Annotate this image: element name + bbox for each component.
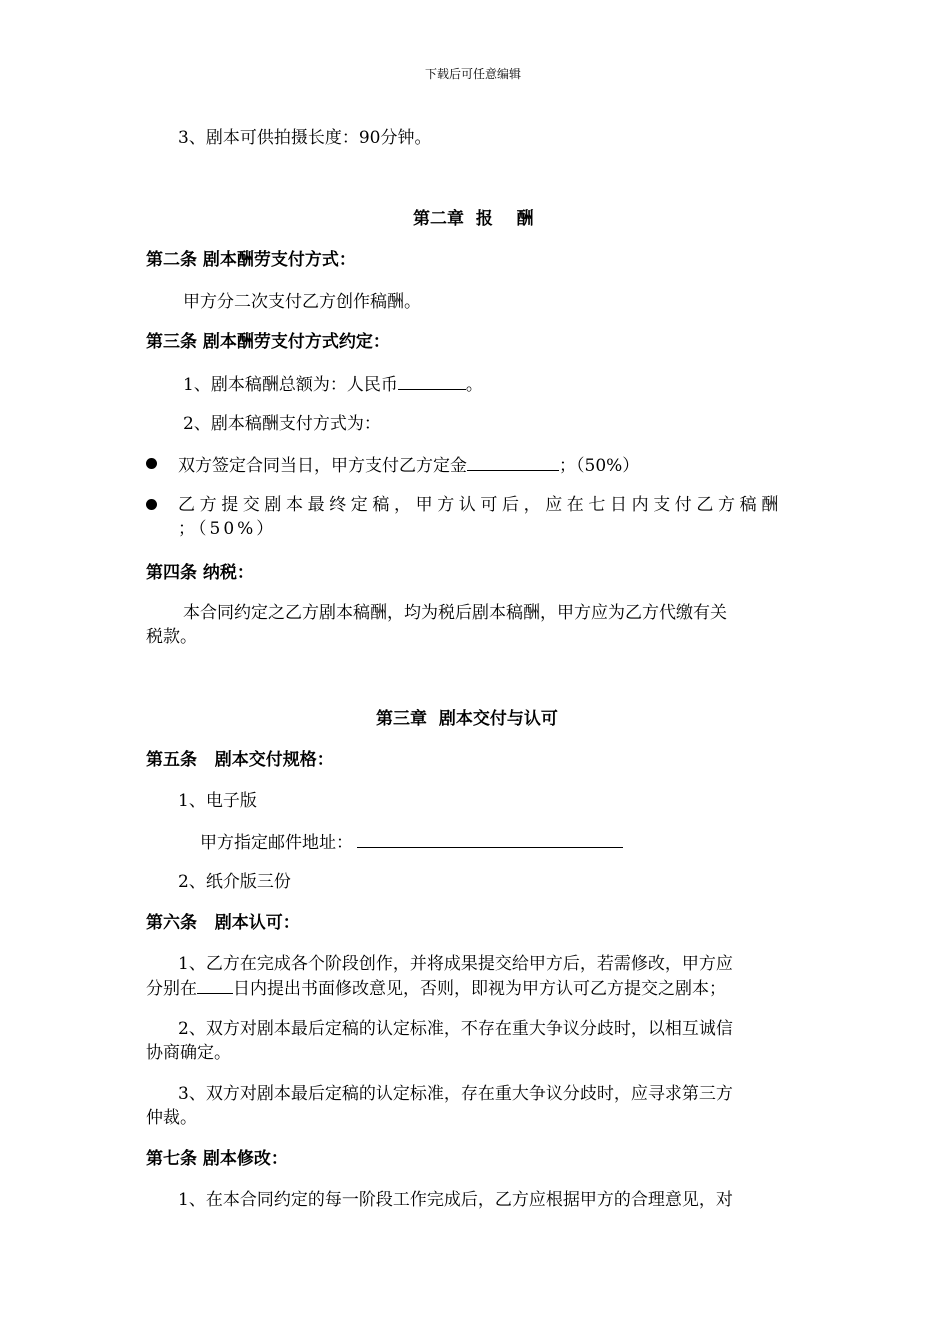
article-4-heading: 第四条 纳税：: [146, 563, 254, 583]
bullet-end: ；（50%）: [559, 456, 640, 476]
bullet-item-1: [178, 454, 639, 477]
article-5-heading: 第五条 剧本交付规格：: [146, 750, 334, 770]
article-3-heading: 第三条 剧本酬劳支付方式约定：: [146, 332, 390, 352]
clause-3-length: 3、剧本可供拍摄长度：90分钟。: [178, 128, 432, 148]
bullet-icon: [146, 458, 157, 469]
article-7-heading: 第七条 剧本修改：: [146, 1149, 288, 1169]
bullet-text: 双方签定合同当日，甲方支付乙方定金: [178, 456, 467, 476]
chapter-2-title: 第二章 报 酬: [413, 209, 534, 229]
bullet-item-2: 乙方提交剧本最终定稿，甲方认可后，应在七日内支付乙方稿酬: [178, 495, 783, 515]
article-5-item-2: 2、纸介版三份: [178, 872, 291, 892]
article-4-text-line-1: 本合同约定之乙方剧本稿酬，均为税后剧本稿酬，甲方应为乙方代缴有关: [183, 603, 727, 623]
article-6-item-1-line-2: [146, 977, 726, 1000]
line-rest: 日内提出书面修改意见，否则，即视为甲方认可乙方提交之剧本；: [233, 979, 726, 999]
days-blank: [197, 977, 233, 994]
item-end: 。: [465, 375, 483, 395]
article-3-item-2: 2、剧本稿酬支付方式为：: [183, 414, 381, 434]
article-6-item-2-line-2: 协商确定。: [146, 1043, 231, 1063]
item-text: 1、剧本稿酬总额为：人民币: [183, 375, 398, 395]
article-7-item-1-line-1: 1、在本合同约定的每一阶段工作完成后，乙方应根据甲方的合理意见，对: [178, 1190, 733, 1210]
email-label: 甲方指定邮件地址：: [200, 833, 353, 853]
article-2-heading: 第二条 剧本酬劳支付方式：: [146, 250, 356, 270]
article-6-item-2-line-1: 2、双方对剧本最后定稿的认定标准，不存在重大争议分歧时，以相互诚信: [178, 1019, 733, 1039]
article-5-item-1: 1、电子版: [178, 791, 257, 811]
article-6-item-3-line-1: 3、双方对剧本最后定稿的认定标准，存在重大争议分歧时，应寻求第三方: [178, 1084, 733, 1104]
amount-blank: [398, 373, 466, 390]
chapter-3-title: 第三章 剧本交付与认可: [376, 709, 558, 729]
article-3-item-1: [183, 373, 483, 396]
article-4-text-line-2: 税款。: [146, 627, 197, 647]
email-blank: [357, 831, 623, 848]
page-header: 下载后可任意编辑: [425, 67, 522, 81]
article-6-heading: 第六条 剧本认可：: [146, 913, 300, 933]
line-start: 分别在: [146, 979, 197, 999]
article-2-text: 甲方分二次支付乙方创作稿酬。: [183, 292, 421, 312]
article-6-item-3-line-2: 仲裁。: [146, 1108, 197, 1128]
bullet-item-2-end: ；（50%）: [178, 519, 277, 539]
article-6-item-1-line-1: 1、乙方在完成各个阶段创作，并将成果提交给甲方后，若需修改，甲方应: [178, 954, 733, 974]
article-5-email: [200, 831, 623, 854]
deposit-blank: [467, 454, 559, 471]
bullet-icon: [146, 499, 157, 510]
